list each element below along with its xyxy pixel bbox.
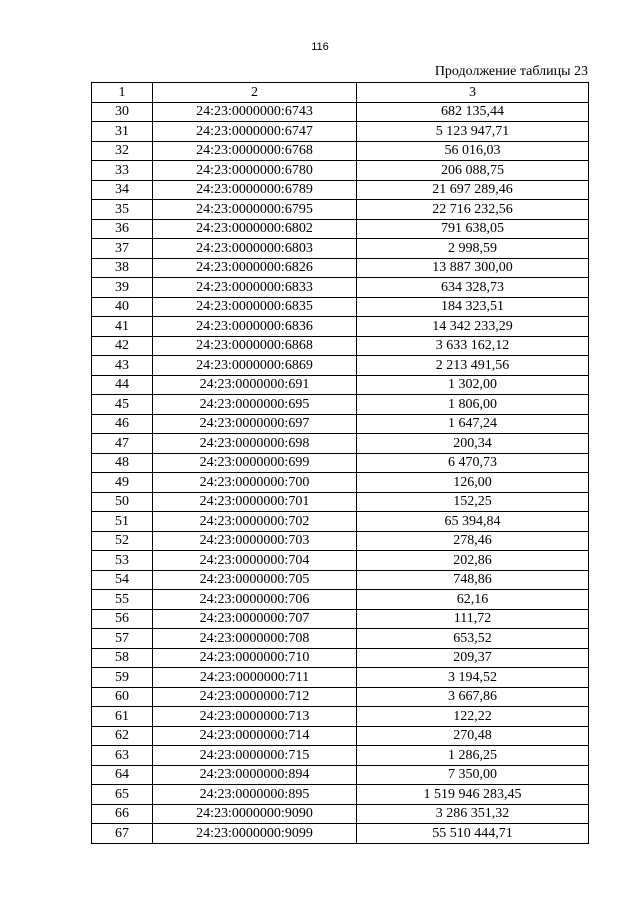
cadastral-number-cell: 24:23:0000000:6789 (153, 180, 357, 200)
cadastral-number-cell: 24:23:0000000:695 (153, 395, 357, 415)
cadastral-number-cell: 24:23:0000000:6836 (153, 317, 357, 337)
row-number-cell: 52 (92, 531, 153, 551)
row-number-cell: 57 (92, 629, 153, 649)
data-table (91, 82, 589, 844)
value-cell: 111,72 (357, 609, 589, 629)
table-row (92, 804, 589, 824)
value-cell: 1 806,00 (357, 395, 589, 415)
value-cell: 21 697 289,46 (357, 180, 589, 200)
value-cell: 202,86 (357, 551, 589, 571)
table-row (92, 687, 589, 707)
row-number-cell: 50 (92, 492, 153, 512)
row-number-cell: 30 (92, 102, 153, 122)
value-cell: 278,46 (357, 531, 589, 551)
cadastral-number-cell: 24:23:0000000:9090 (153, 804, 357, 824)
table-row (92, 297, 589, 317)
value-cell: 206 088,75 (357, 161, 589, 181)
table-row (92, 219, 589, 239)
value-cell: 22 716 232,56 (357, 200, 589, 220)
row-number-cell: 44 (92, 375, 153, 395)
table-row (92, 473, 589, 493)
cadastral-number-cell: 24:23:0000000:691 (153, 375, 357, 395)
table-row (92, 356, 589, 376)
value-cell: 2 213 491,56 (357, 356, 589, 376)
value-cell: 65 394,84 (357, 512, 589, 532)
value-cell: 3 667,86 (357, 687, 589, 707)
table-row (92, 336, 589, 356)
value-cell: 1 302,00 (357, 375, 589, 395)
cadastral-number-cell: 24:23:0000000:707 (153, 609, 357, 629)
row-number-cell: 46 (92, 414, 153, 434)
table-row (92, 453, 589, 473)
row-number-cell: 61 (92, 707, 153, 727)
cadastral-number-cell: 24:23:0000000:6802 (153, 219, 357, 239)
cadastral-number-cell: 24:23:0000000:6869 (153, 356, 357, 376)
value-cell: 56 016,03 (357, 141, 589, 161)
value-cell: 3 194,52 (357, 668, 589, 688)
cadastral-number-cell: 24:23:0000000:894 (153, 765, 357, 785)
table-row (92, 707, 589, 727)
value-cell: 6 470,73 (357, 453, 589, 473)
table-row (92, 824, 589, 844)
table-row (92, 765, 589, 785)
value-cell: 152,25 (357, 492, 589, 512)
table-row (92, 512, 589, 532)
cadastral-number-cell: 24:23:0000000:704 (153, 551, 357, 571)
row-number-cell: 64 (92, 765, 153, 785)
cadastral-number-cell: 24:23:0000000:6780 (153, 161, 357, 181)
value-cell: 634 328,73 (357, 278, 589, 298)
cadastral-number-cell: 24:23:0000000:6747 (153, 122, 357, 142)
row-number-cell: 32 (92, 141, 153, 161)
row-number-cell: 36 (92, 219, 153, 239)
table-row (92, 746, 589, 766)
cadastral-number-cell: 24:23:0000000:6795 (153, 200, 357, 220)
cadastral-number-cell: 24:23:0000000:706 (153, 590, 357, 610)
value-cell: 5 123 947,71 (357, 122, 589, 142)
table-row (92, 239, 589, 259)
value-cell: 1 286,25 (357, 746, 589, 766)
row-number-cell: 63 (92, 746, 153, 766)
cadastral-number-cell: 24:23:0000000:701 (153, 492, 357, 512)
value-cell: 14 342 233,29 (357, 317, 589, 337)
row-number-cell: 42 (92, 336, 153, 356)
cadastral-number-cell: 24:23:0000000:699 (153, 453, 357, 473)
value-cell: 3 633 162,12 (357, 336, 589, 356)
table-row (92, 102, 589, 122)
table-row (92, 258, 589, 278)
value-cell: 791 638,05 (357, 219, 589, 239)
row-number-cell: 38 (92, 258, 153, 278)
table-row (92, 531, 589, 551)
cadastral-number-cell: 24:23:0000000:6826 (153, 258, 357, 278)
value-cell: 3 286 351,32 (357, 804, 589, 824)
row-number-cell: 62 (92, 726, 153, 746)
table-row (92, 551, 589, 571)
table-row (92, 785, 589, 805)
row-number-cell: 40 (92, 297, 153, 317)
value-cell: 62,16 (357, 590, 589, 610)
table-row (92, 648, 589, 668)
column-header-1: 1 (92, 83, 153, 103)
row-number-cell: 49 (92, 473, 153, 493)
table-row (92, 668, 589, 688)
value-cell: 270,48 (357, 726, 589, 746)
value-cell: 122,22 (357, 707, 589, 727)
row-number-cell: 34 (92, 180, 153, 200)
cadastral-number-cell: 24:23:0000000:702 (153, 512, 357, 532)
table-row (92, 609, 589, 629)
cadastral-number-cell: 24:23:0000000:714 (153, 726, 357, 746)
cadastral-number-cell: 24:23:0000000:698 (153, 434, 357, 454)
row-number-cell: 51 (92, 512, 153, 532)
row-number-cell: 56 (92, 609, 153, 629)
row-number-cell: 58 (92, 648, 153, 668)
row-number-cell: 31 (92, 122, 153, 142)
row-number-cell: 35 (92, 200, 153, 220)
row-number-cell: 59 (92, 668, 153, 688)
table-row (92, 492, 589, 512)
row-number-cell: 54 (92, 570, 153, 590)
table-row (92, 570, 589, 590)
row-number-cell: 39 (92, 278, 153, 298)
table-row (92, 629, 589, 649)
value-cell: 653,52 (357, 629, 589, 649)
row-number-cell: 65 (92, 785, 153, 805)
table-row (92, 141, 589, 161)
cadastral-number-cell: 24:23:0000000:705 (153, 570, 357, 590)
table-row (92, 317, 589, 337)
table-row (92, 590, 589, 610)
column-header-3: 3 (357, 83, 589, 103)
table-continuation-label: Продолжение таблицы 23 (434, 64, 588, 79)
cadastral-number-cell: 24:23:0000000:711 (153, 668, 357, 688)
cadastral-number-cell: 24:23:0000000:708 (153, 629, 357, 649)
row-number-cell: 53 (92, 551, 153, 571)
row-number-cell: 55 (92, 590, 153, 610)
value-cell: 200,34 (357, 434, 589, 454)
table-row (92, 180, 589, 200)
row-number-cell: 48 (92, 453, 153, 473)
cadastral-number-cell: 24:23:0000000:713 (153, 707, 357, 727)
value-cell: 2 998,59 (357, 239, 589, 259)
table-row (92, 434, 589, 454)
cadastral-number-cell: 24:23:0000000:6743 (153, 102, 357, 122)
value-cell: 13 887 300,00 (357, 258, 589, 278)
table-body (92, 102, 589, 843)
table-row (92, 375, 589, 395)
cadastral-number-cell: 24:23:0000000:715 (153, 746, 357, 766)
cadastral-number-cell: 24:23:0000000:697 (153, 414, 357, 434)
value-cell: 1 519 946 283,45 (357, 785, 589, 805)
row-number-cell: 47 (92, 434, 153, 454)
row-number-cell: 45 (92, 395, 153, 415)
value-cell: 126,00 (357, 473, 589, 493)
value-cell: 1 647,24 (357, 414, 589, 434)
table-row (92, 161, 589, 181)
cadastral-number-cell: 24:23:0000000:9099 (153, 824, 357, 844)
value-cell: 682 135,44 (357, 102, 589, 122)
cadastral-number-cell: 24:23:0000000:6768 (153, 141, 357, 161)
row-number-cell: 43 (92, 356, 153, 376)
cadastral-number-cell: 24:23:0000000:6833 (153, 278, 357, 298)
value-cell: 55 510 444,71 (357, 824, 589, 844)
table-row (92, 200, 589, 220)
column-header-2: 2 (153, 83, 357, 103)
value-cell: 748,86 (357, 570, 589, 590)
table-row (92, 726, 589, 746)
row-number-cell: 37 (92, 239, 153, 259)
value-cell: 7 350,00 (357, 765, 589, 785)
table-row (92, 414, 589, 434)
cadastral-number-cell: 24:23:0000000:710 (153, 648, 357, 668)
row-number-cell: 41 (92, 317, 153, 337)
row-number-cell: 60 (92, 687, 153, 707)
page-number: 116 (311, 41, 329, 53)
cadastral-number-cell: 24:23:0000000:6803 (153, 239, 357, 259)
cadastral-number-cell: 24:23:0000000:895 (153, 785, 357, 805)
table-row (92, 122, 589, 142)
row-number-cell: 33 (92, 161, 153, 181)
cadastral-number-cell: 24:23:0000000:703 (153, 531, 357, 551)
value-cell: 209,37 (357, 648, 589, 668)
cadastral-number-cell: 24:23:0000000:712 (153, 687, 357, 707)
value-cell: 184 323,51 (357, 297, 589, 317)
cadastral-number-cell: 24:23:0000000:6835 (153, 297, 357, 317)
table-row (92, 278, 589, 298)
cadastral-number-cell: 24:23:0000000:700 (153, 473, 357, 493)
cadastral-number-cell: 24:23:0000000:6868 (153, 336, 357, 356)
table-row (92, 395, 589, 415)
table-header-row (92, 83, 589, 103)
row-number-cell: 66 (92, 804, 153, 824)
row-number-cell: 67 (92, 824, 153, 844)
